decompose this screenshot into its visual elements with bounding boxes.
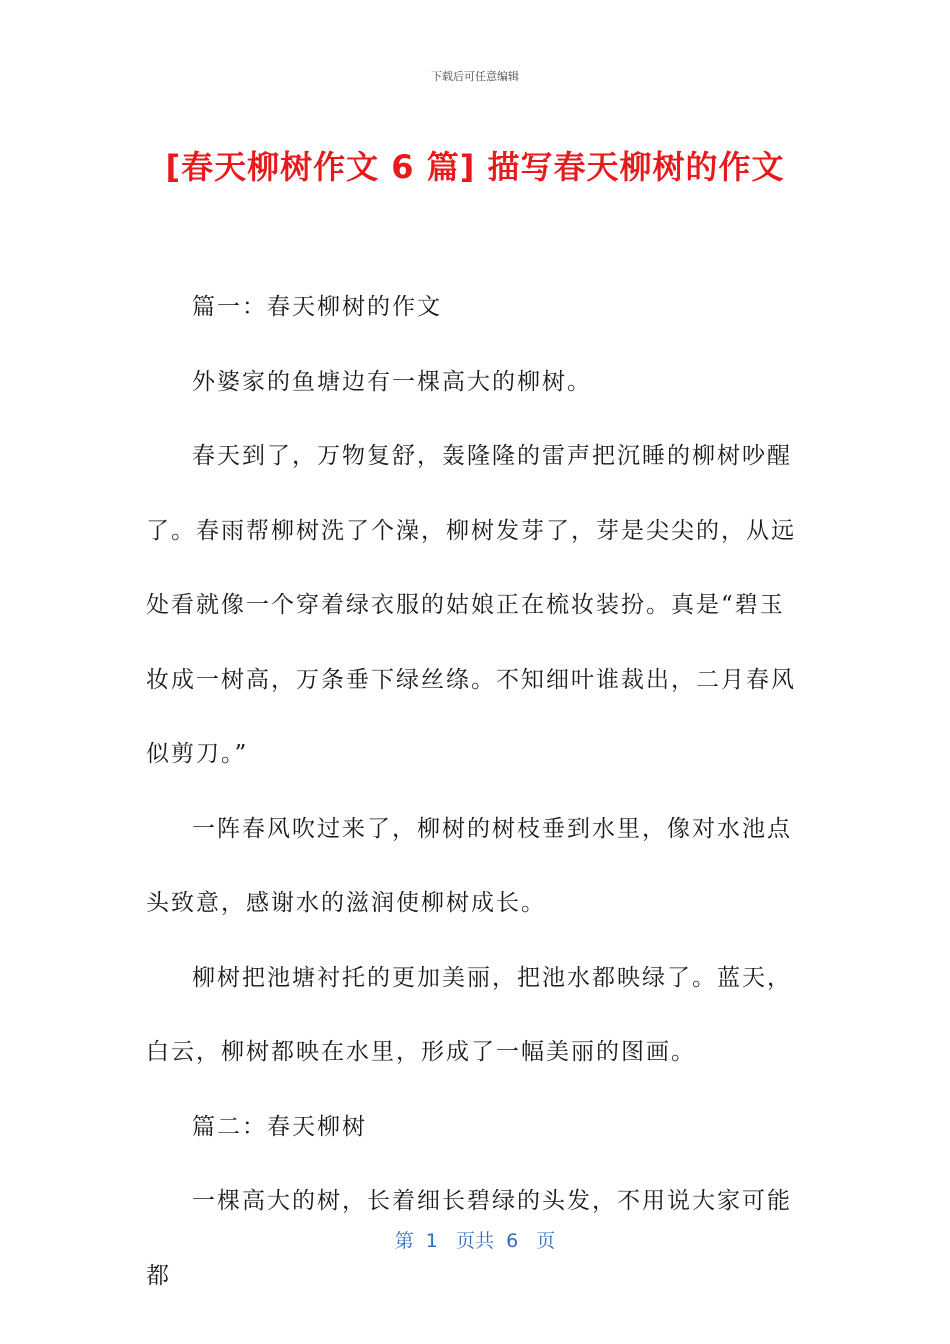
paragraph: 春天到了，万物复舒，轰隆隆的雷声把沉睡的柳树吵醒了。春雨帮柳树洗了个澡，柳树发芽了，芽是尖尖的，从远处看就像一个穿着绿衣服的姑娘正在梳妆装扮。真是“碧玉妆成一树高，万条垂下绿丝绦。不知细叶谁裁出，二月春风似剪刀。” [146,443,796,767]
paragraph: 柳树把池塘衬托的更加美丽，把池水都映绿了。蓝天，白云，柳树都映在水里，形成了一幅美丽的图画。 [146,964,792,1065]
section-heading-1: 篇一：春天柳树的作文 [192,294,442,320]
paragraph: 一阵春风吹过来了，柳树的树枝垂到水里，像对水池点头致意，感谢水的滋润使柳树成长。 [146,815,792,916]
section-heading-2: 篇二：春天柳树 [192,1113,367,1140]
page-number: 第 1 页共 6 页 [394,1230,556,1252]
document-body [146,270,806,1313]
paragraph: 外婆家的鱼塘边有一棵高大的柳树。 [192,368,592,395]
document-title: [春天柳树作文 6 篇] 描写春天柳树的作文 [165,148,785,186]
paragraph: 一棵高大的树，长着细长碧绿的头发，不用说大家可能都 [146,1188,792,1289]
header-note: 下载后可任意编辑 [431,70,519,83]
